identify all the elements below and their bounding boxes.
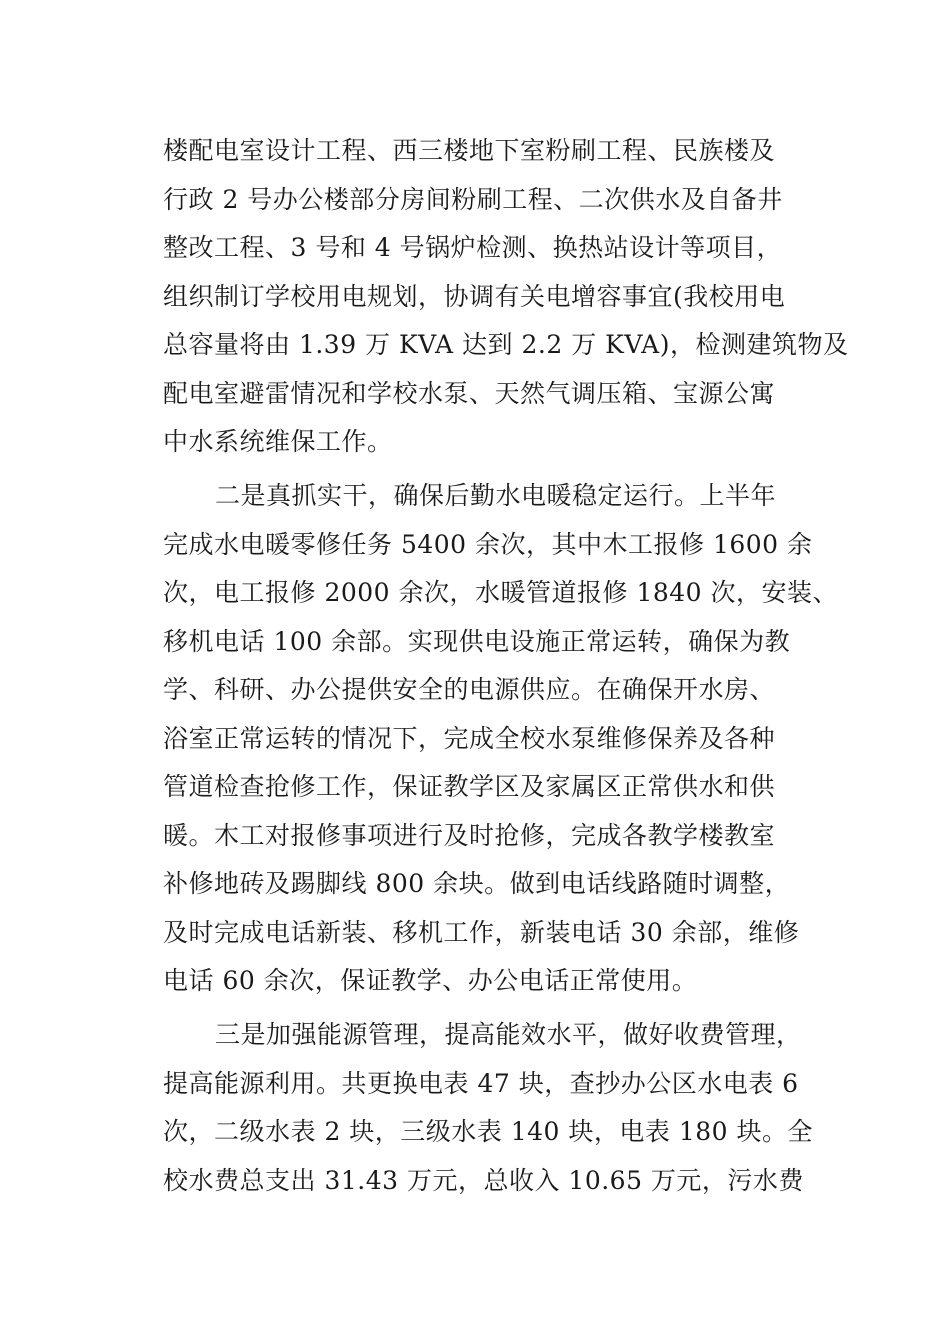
text-line: 及时完成电话新装、移机工作，新装电话 30 余部，维修 (163, 917, 800, 947)
text-line: 次，电工报修 2000 余次，水暖管道报修 1840 次，安装、 (163, 578, 839, 607)
text-line: 组织制订学校用电规划，协调有关电增容事宜(我校用电 (163, 281, 786, 311)
text-line: 暖。木工对报修事项进行及时抢修，完成各教学楼教室 (163, 820, 776, 850)
text-line: 补修地砖及踢脚线 800 余块。做到电话线路随时调整， (163, 869, 791, 898)
text-line: 移机电话 100 余部。实现供电设施正常运转，确保为教 (163, 626, 791, 656)
text-line: 完成水电暖零修任务 5400 余次，其中木工报修 1600 余 (163, 529, 813, 559)
text-line: 学、科研、办公提供安全的电源供应。在确保开水房、 (163, 675, 776, 704)
text-line: 整改工程、3 号和 4 号锅炉检测、换热站设计等项目， (163, 233, 783, 262)
paragraph-point-two (163, 472, 839, 1006)
text-line: 中水系统维保工作。 (163, 427, 393, 456)
paragraph-continuation (163, 127, 849, 467)
text-line-first: 二是真抓实干，确保后勤水电暖稳定运行。上半年 (215, 481, 777, 510)
text-line: 配电室避雷情况和学校水泵、天然气调压箱、宝源公寓 (163, 378, 776, 408)
text-line: 楼配电室设计工程、西三楼地下室粉刷工程、民族楼及 (163, 136, 776, 165)
text-line-first: 三是加强能源管理，提高能效水平，做好收费管理， (215, 1020, 802, 1049)
text-line: 总容量将由 1.39 万 KVA 达到 2.2 万 KVA)，检测建筑物及 (163, 330, 849, 359)
text-line: 次，二级水表 2 块，三级水表 140 块，电表 180 块。全 (163, 1117, 814, 1146)
text-line: 行政 2 号办公楼部分房间粉刷工程、二次供水及自备井 (163, 184, 783, 214)
text-line: 校水费总支出 31.43 万元，总收入 10.65 万元，污水费 (163, 1165, 804, 1195)
text-line: 管道检查抢修工作，保证教学区及家属区正常供水和供 (163, 772, 776, 801)
paragraph-point-three (163, 1011, 814, 1205)
text-line: 提高能源利用。共更换电表 47 块，查抄办公区水电表 6 (163, 1068, 799, 1098)
text-line: 浴室正常运转的情况下，完成全校水泵维修保养及各种 (163, 723, 776, 753)
text-line: 电话 60 余次，保证教学、办公电话正常使用。 (163, 966, 698, 995)
